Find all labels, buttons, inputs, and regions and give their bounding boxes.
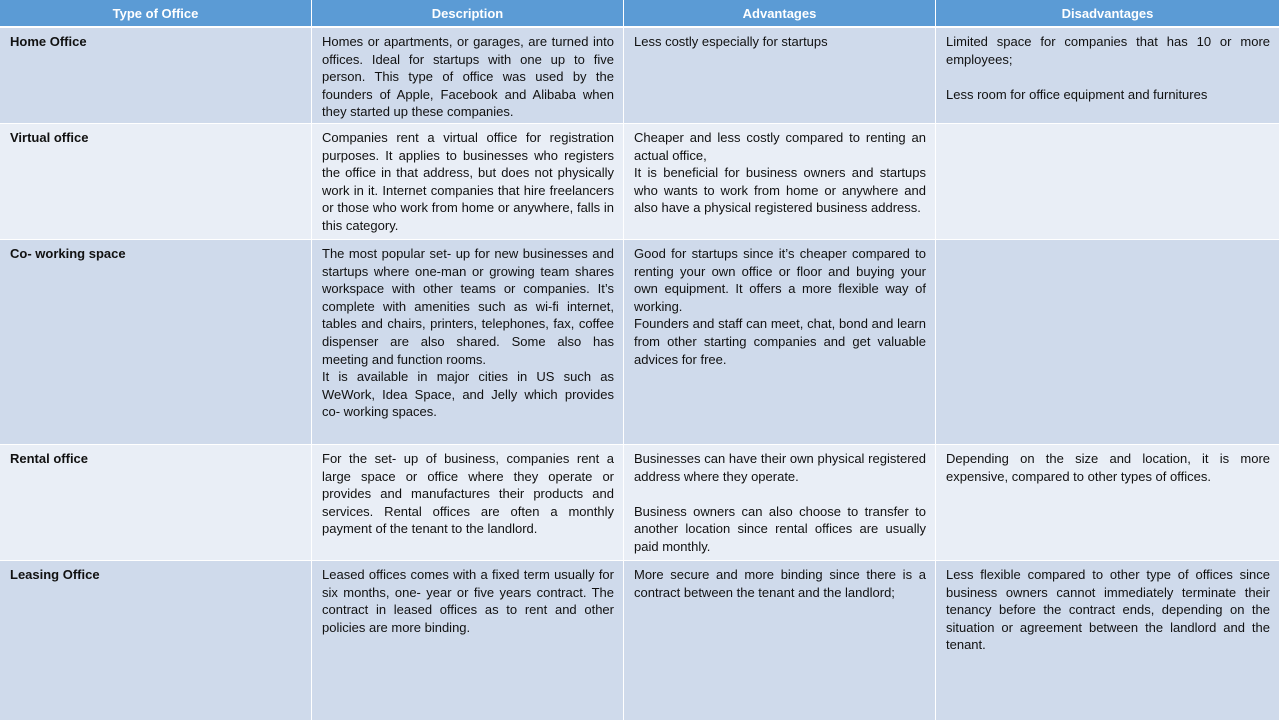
disadvantages-text: Depending on the size and location, it is more expensive, compared to other types of offices. [946, 451, 1270, 484]
description-text: It is available in major cities in US such as WeWork, Idea Space, and Jelly which provides co- working spaces. [322, 369, 614, 420]
disadvantages-cell [936, 240, 1280, 445]
description-text: The most popular set- up for new businesses and startups where one-man or growing team shares workspace with other teams or companies. It’s complete with amenities such as wi-fi internet, tables and chairs, printers, telephones, fax, coffee dispenser are also shared. Some also has meeting and function rooms. [322, 246, 614, 367]
advantages-text: Businesses can have their own physical registered address where they operate. [634, 451, 926, 484]
header-type-of-office: Type of Office [0, 0, 312, 28]
advantages-cell [624, 445, 936, 561]
disadvantages-cell [936, 124, 1280, 240]
advantages-text: More secure and more binding since there is a contract between the tenant and the landlord; [634, 567, 926, 600]
advantages-text: Good for startups since it’s cheaper compared to renting your own office or floor and buying your own equipment. It offers a more flexible way of working. [634, 246, 926, 314]
office-type-cell [0, 445, 312, 561]
office-type-label: Rental office [10, 451, 89, 466]
disadvantages-text: Less room for office equipment and furnitures [946, 86, 1208, 102]
header-disadvantages: Disadvantages [936, 0, 1280, 28]
disadvantages-cell [936, 561, 1280, 721]
advantages-text: Cheaper and less costly compared to renting an actual office, [634, 130, 926, 163]
office-type-cell [0, 561, 312, 721]
description-cell [312, 28, 624, 124]
disadvantages-cell [936, 445, 1280, 561]
office-type-cell [0, 28, 312, 124]
office-type-label: Home Office [10, 34, 87, 49]
advantages-cell [624, 124, 936, 240]
description-cell [312, 124, 624, 240]
advantages-cell [624, 28, 936, 124]
header-description: Description [312, 0, 624, 28]
office-type-cell [0, 240, 312, 445]
description-text: Homes or apartments, or garages, are turned into offices. Ideal for startups with one up to five person. This type of office was used by the founders of Apple, Facebook and Alibaba when they started up these companies. [322, 34, 614, 120]
advantages-text: Founders and staff can meet, chat, bond and learn from other starting companies and get valuable advices for free. [634, 316, 926, 367]
advantages-cell [624, 561, 936, 721]
description-text: For the set- up of business, companies rent a large space or office where they operate or provides and manufactures their products and services. Rental offices are often a monthly payment of the tenant to the landlord. [322, 451, 614, 537]
description-cell [312, 561, 624, 721]
advantages-cell [624, 240, 936, 445]
disadvantages-cell [936, 28, 1280, 124]
office-type-label: Co- working space [10, 246, 126, 261]
disadvantages-text: Limited space for companies that has 10 or more employees; [946, 34, 1270, 67]
description-text: Leased offices comes with a fixed term usually for six months, one- year or five years contract. The contract in leased offices as to rent and other policies are more binding. [322, 567, 614, 635]
disadvantages-text: Less flexible compared to other type of offices since business owners cannot immediately terminate their tenancy before the contract ends, depending on the situation or agreement between the landlord and the tenant. [946, 567, 1270, 653]
office-type-label: Virtual office [10, 130, 89, 145]
advantages-text: It is beneficial for business owners and startups who wants to work from home or anywhere and also have a physical registered business address. [634, 165, 926, 216]
advantages-text: Business owners can also choose to transfer to another location since rental offices are usually paid monthly. [634, 503, 926, 554]
office-type-label: Leasing Office [10, 567, 100, 582]
description-cell [312, 445, 624, 561]
advantages-text: Less costly especially for startups [634, 34, 828, 49]
header-advantages: Advantages [624, 0, 936, 28]
description-cell [312, 240, 624, 445]
description-text: Companies rent a virtual office for registration purposes. It applies to businesses who registers the office in that address, but does not physically work in it. Internet companies that hire freelancers or those who work from home or anywhere, falls in this category. [322, 130, 614, 233]
office-type-cell [0, 124, 312, 240]
